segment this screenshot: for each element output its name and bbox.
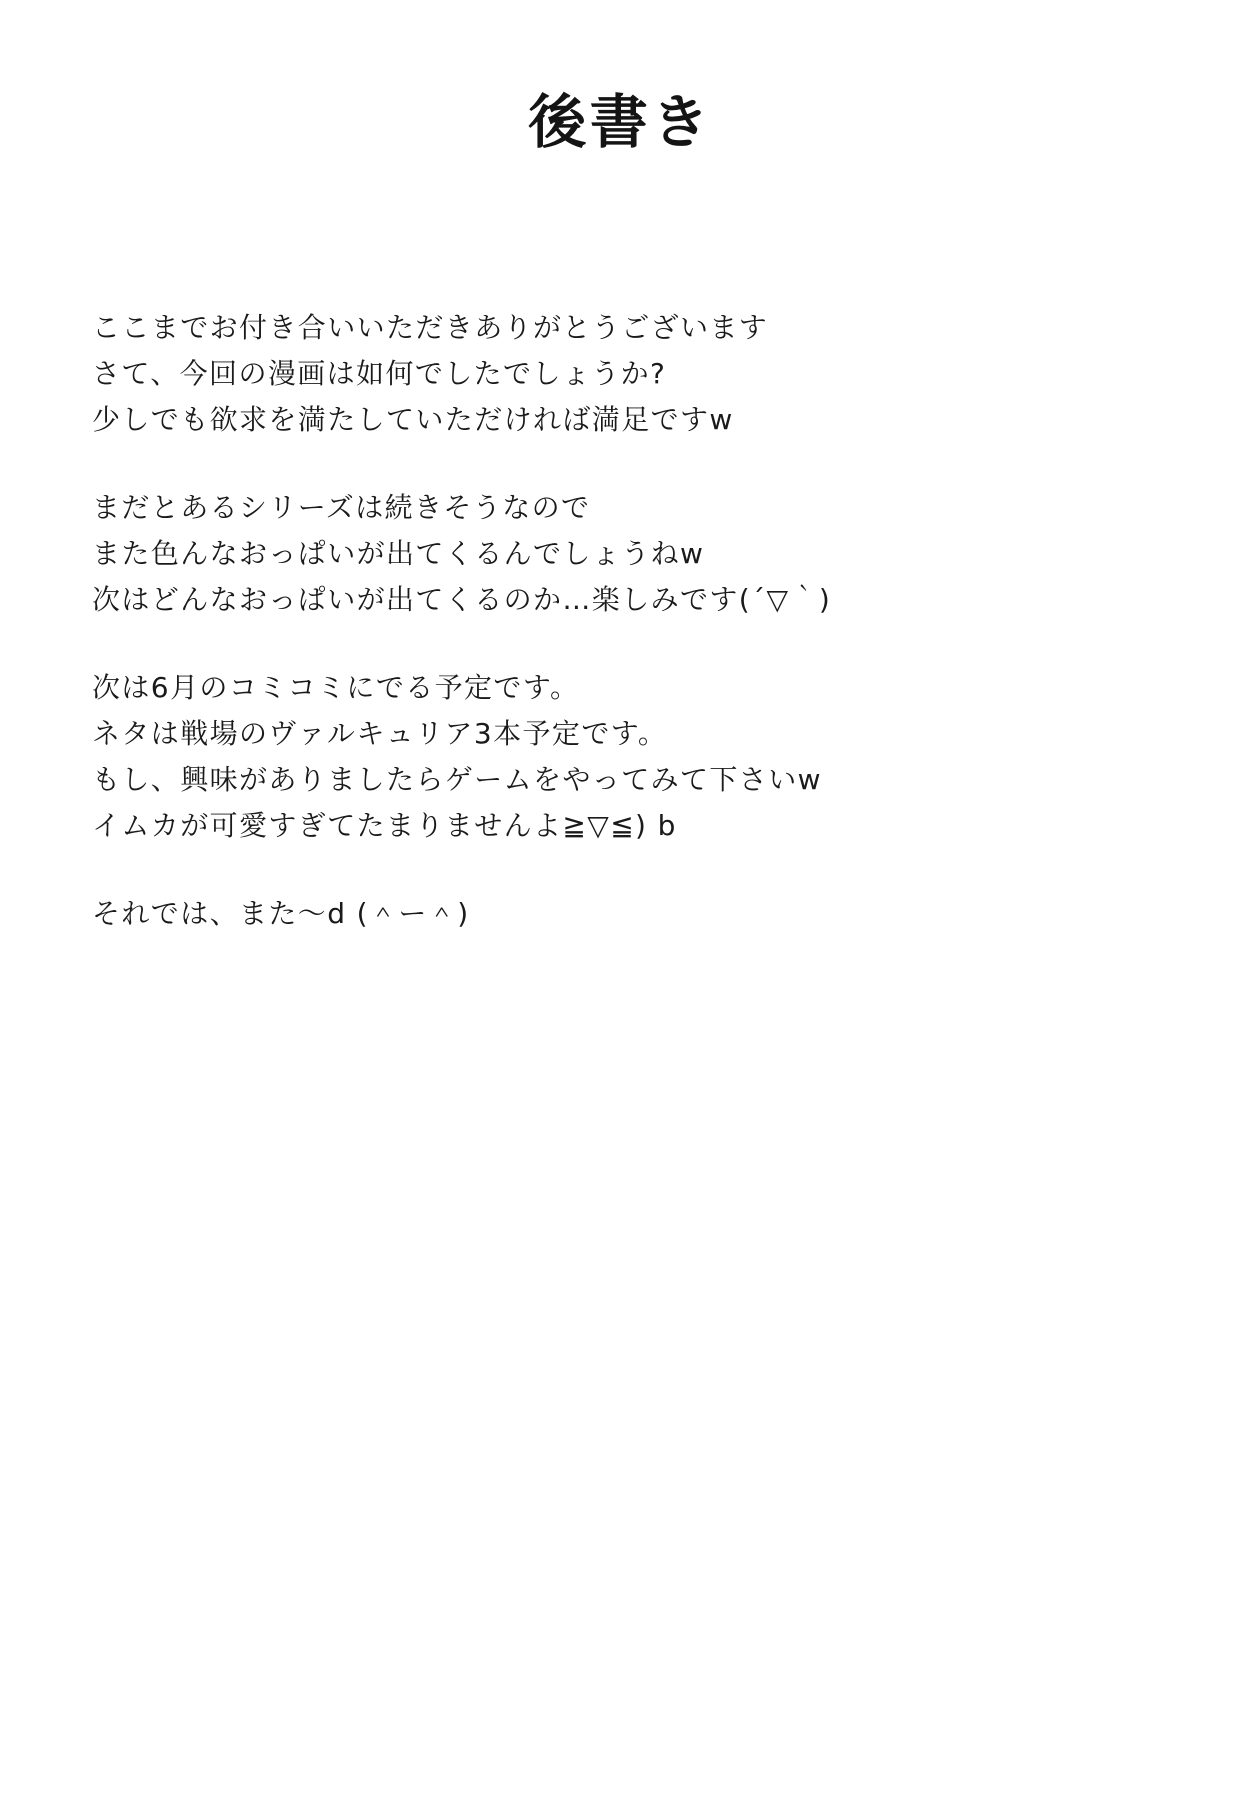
text-line: イムカが可愛すぎてたまりませんよ≧▽≦) b [92, 809, 677, 842]
text-line: また色んなおっぱいが出てくるんでしょうねw [92, 537, 705, 570]
paragraph-1 [92, 305, 1092, 443]
text-line: ネタは戦場のヴァルキュリア3本予定です。 [92, 717, 668, 750]
text-line: 次はどんなおっぱいが出てくるのか…楽しみです(´▽｀) [92, 583, 832, 616]
paragraph-4 [92, 891, 1092, 937]
paragraph-2 [92, 485, 1092, 623]
text-line: さて、今回の漫画は如何でしたでしょうか? [92, 357, 667, 390]
text-line: まだとあるシリーズは続きそうなので [92, 491, 591, 524]
text-line: 次は6月のコミコミにでる予定です。 [92, 671, 580, 704]
text-line: 少しでも欲求を満たしていただければ満足ですw [92, 403, 734, 436]
afterword-body [92, 305, 1092, 937]
text-line: もし、興味がありましたらゲームをやってみて下さいw [92, 763, 822, 796]
text-line: それでは、また～d (＾ー＾) [92, 897, 470, 930]
page-title: 後書き [528, 88, 713, 156]
paragraph-3 [92, 665, 1092, 849]
text-line: ここまでお付き合いいただきありがとうございます [92, 311, 769, 344]
